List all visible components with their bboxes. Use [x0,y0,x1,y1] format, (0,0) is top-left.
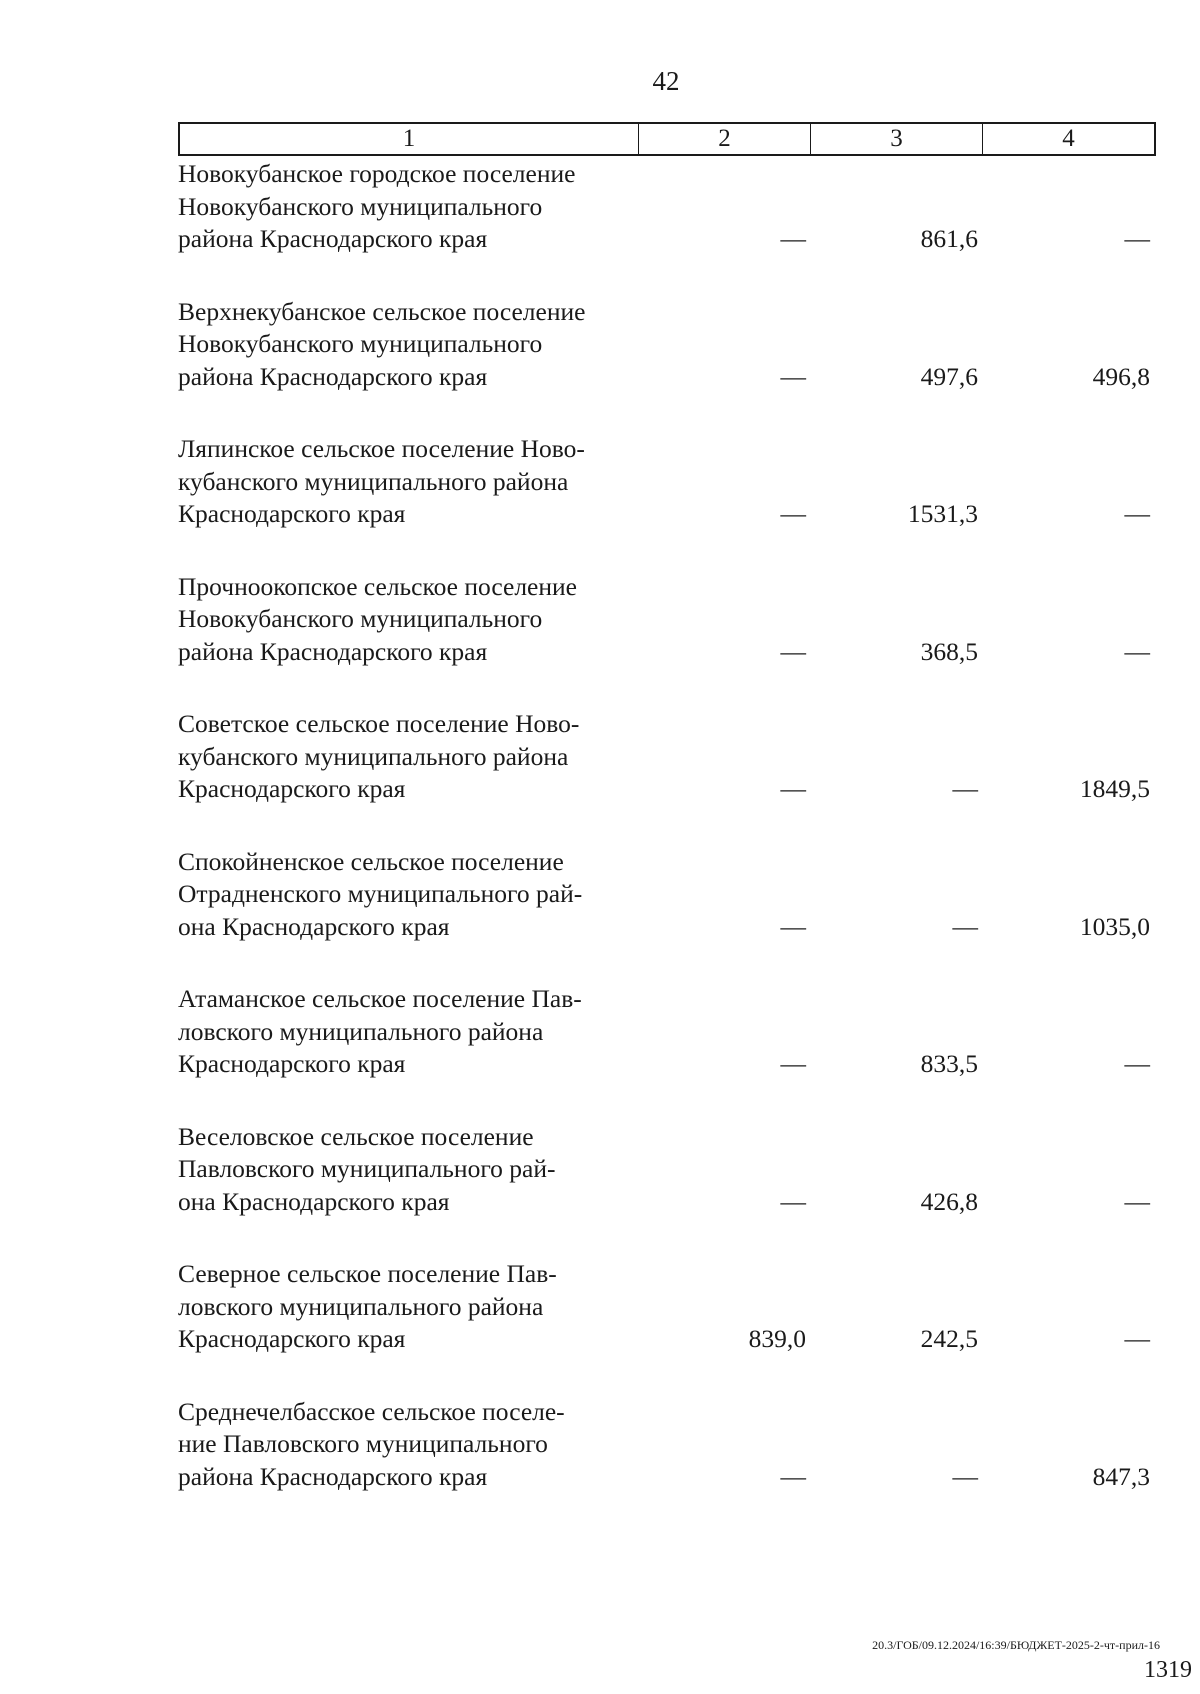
name-line: Краснодарского края [178,1324,406,1353]
name-line: Верхнекубанское сельское поселение [178,296,586,326]
name-line: Новокубанского муниципального [178,329,543,358]
header-col-4: 4 [982,124,1154,154]
settlement-name [178,433,636,531]
name-line: Новокубанское городское поселение [178,159,576,188]
name-line: Ляпинское сельское поселение Ново- [178,434,585,463]
name-line: кубанского муниципального района [178,741,569,771]
value-col-2: 839,0 [748,1324,806,1353]
settlement-name [178,158,636,256]
budget-table [178,122,1156,1491]
value-col-3: — [952,774,978,803]
value-col-3: 242,5 [920,1324,978,1353]
table-row [178,846,1156,984]
table-row [178,1258,1156,1396]
name-line: она Краснодарского края [178,1186,450,1216]
value-col-2: — [780,636,806,666]
table-row [178,983,1156,1121]
settlement-name [178,1258,636,1356]
name-line: Северное сельское поселение Пав- [178,1259,557,1288]
value-col-2: — [780,499,806,528]
page-number: 42 [652,66,680,96]
value-col-4: — [1124,224,1150,253]
table-row [178,296,1156,434]
value-col-3: — [952,911,978,941]
name-line: ние Павловского муниципального [178,1429,548,1458]
value-col-3: 426,8 [920,1186,978,1216]
value-col-4: — [1124,636,1150,666]
name-line: она Краснодарского края [178,911,450,941]
name-line: Атаманское сельское поселение Пав- [178,984,582,1013]
document-code: 20.3/ГОБ/09.12.2024/16:39/БЮДЖЕТ-2025-2-чт-прил-16 [872,1638,1160,1652]
name-line: Павловского муниципального рай- [178,1154,556,1183]
value-col-3: 1531,3 [907,499,978,528]
name-line: Отрадненского муниципального рай- [178,879,583,908]
table-row [178,1396,1156,1534]
settlement-name [178,983,636,1081]
name-line: Советское сельское поселение Ново- [178,709,580,738]
name-line: кубанского муниципального района [178,466,569,496]
name-line: Веселовское сельское поселение [178,1121,534,1151]
settlement-name [178,1121,636,1219]
name-line: Краснодарского края [178,774,406,803]
name-line: Прочноокопское сельское поселение [178,571,577,601]
settlement-name [178,708,636,806]
value-col-3: 861,6 [920,224,978,253]
value-col-4: — [1124,1186,1150,1216]
value-col-4: — [1124,1049,1150,1078]
value-col-4: 496,8 [1092,361,1150,391]
header-col-2: 2 [638,124,810,154]
table-row [178,433,1156,571]
name-line: района Краснодарского края [178,224,488,253]
value-col-3: 368,5 [920,636,978,666]
value-col-4: 847,3 [1092,1461,1150,1491]
value-col-2: — [780,361,806,391]
settlement-name [178,296,636,394]
name-line: ловского муниципального района [178,1291,544,1321]
value-col-4: 1035,0 [1079,911,1150,941]
name-line: Среднечелбасское сельское поселе- [178,1396,565,1426]
value-col-4: — [1124,499,1150,528]
table-row [178,158,1156,296]
name-line: района Краснодарского края [178,361,488,391]
name-line: Краснодарского края [178,499,406,528]
value-col-3: 497,6 [920,361,978,391]
value-col-3: 833,5 [920,1049,978,1078]
table-header-row [178,122,1156,156]
sheet-number: 1319 [1144,1657,1192,1683]
table-row [178,571,1156,709]
name-line: Спокойненское сельское поселение [178,846,564,876]
value-col-2: — [780,911,806,941]
value-col-3: — [952,1461,978,1491]
header-col-3: 3 [810,124,982,154]
name-line: Новокубанского муниципального [178,604,543,633]
name-line: Новокубанского муниципального [178,191,543,221]
name-line: района Краснодарского края [178,636,488,666]
name-line: ловского муниципального района [178,1016,544,1046]
settlement-name [178,1396,636,1494]
table-row [178,708,1156,846]
table-body [178,158,1156,1533]
settlement-name [178,571,636,669]
value-col-4: 1849,5 [1079,774,1150,803]
value-col-4: — [1124,1324,1150,1353]
value-col-2: — [780,1049,806,1078]
value-col-2: — [780,1461,806,1491]
value-col-2: — [780,1186,806,1216]
name-line: Краснодарского края [178,1049,406,1078]
name-line: района Краснодарского края [178,1461,488,1491]
settlement-name [178,846,636,944]
value-col-2: — [780,774,806,803]
value-col-2: — [780,224,806,253]
table-row [178,1121,1156,1259]
header-col-1: 1 [402,125,416,152]
